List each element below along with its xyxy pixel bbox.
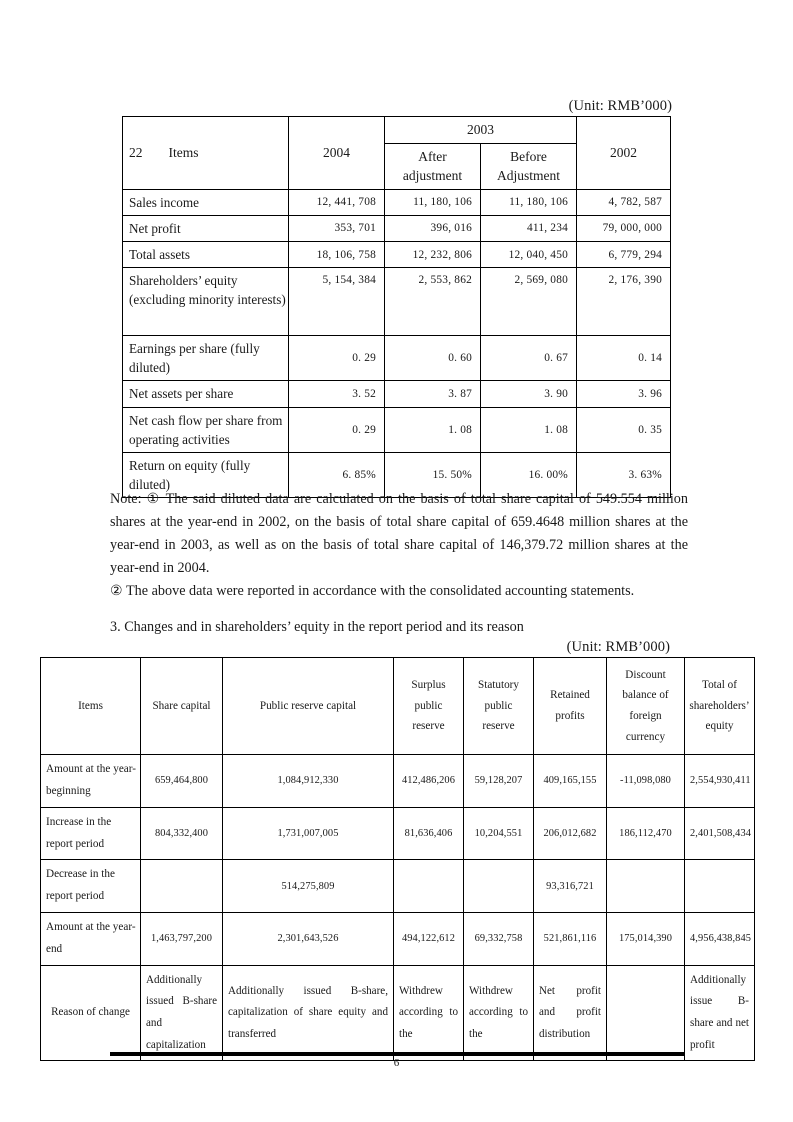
row-label: Shareholders’ equity (excluding minority interests) [123,268,289,336]
cell-2003-before: 3. 90 [481,381,577,407]
cell-surplus-public-reserve: 412,486,206 [394,755,464,808]
cell-public-reserve-capital: 514,275,809 [223,860,394,913]
cell-2002: 4, 782, 587 [577,189,671,215]
table-header-row-1 [123,117,671,144]
cell-2003-before: 1. 08 [481,407,577,452]
header-discount-balance-foreign-currency: Discount balance of foreign currency [607,658,685,755]
cell-2003-before: 2, 569, 080 [481,268,577,336]
cell-discount-balance: -11,098,080 [607,755,685,808]
cell-statutory-public-reserve [464,860,534,913]
cell-2003-after: 3. 87 [385,381,481,407]
cell-2004: 12, 441, 708 [289,189,385,215]
header-cell-2002: 2002 [577,117,671,190]
cell-total: 2,401,508,434 [685,807,755,860]
cell-statutory-public-reserve: 59,128,207 [464,755,534,808]
table-row [123,241,671,267]
header-retained-profits: Retained profits [534,658,607,755]
header-total-shareholders-equity: Total of shareholders’ equity [685,658,755,755]
table-row [123,381,671,407]
cell-2003-before: 11, 180, 106 [481,189,577,215]
header-cell-2003-after [385,143,481,189]
reason-public-reserve-capital: Additionally issued B-share, capitalization of share equity and transferred [223,965,394,1061]
cell-2003-before: 0. 67 [481,336,577,381]
cell-2004: 0. 29 [289,407,385,452]
cell-surplus-public-reserve: 494,122,612 [394,913,464,966]
cell-public-reserve-capital: 1,731,007,005 [223,807,394,860]
row-label: Increase in the report period [41,807,141,860]
footer-divider [110,1052,684,1056]
row-label-text: Amount at the year-beginning [46,763,136,797]
cell-surplus-public-reserve [394,860,464,913]
cell-discount-balance: 175,014,390 [607,913,685,966]
cell-statutory-public-reserve: 69,332,758 [464,913,534,966]
row-label: Decrease in the report period [41,860,141,913]
cell-total: 4,956,438,845 [685,913,755,966]
cell-share-capital: 1,463,797,200 [141,913,223,966]
cell-2003-after: 396, 016 [385,215,481,241]
cell-2002: 0. 35 [577,407,671,452]
unit-caption-equity-changes: (Unit: RMB’000) [566,639,670,655]
table-row [123,268,671,336]
cell-discount-balance: 186,112,470 [607,807,685,860]
section-3-heading: 3. Changes and in shareholders’ equity in the report period and its reason [110,619,524,635]
cell-2003-before: 16. 00% [481,452,577,497]
reason-surplus-public-reserve: Withdrew according to the [394,965,464,1061]
items-number: 22 [129,144,143,160]
row-label: Earnings per share (fully diluted) [123,336,289,381]
financial-highlights-table [122,116,671,498]
cell-total [685,860,755,913]
reason-share-capital: Additionally issued B-share and capitalization [141,965,223,1061]
cell-public-reserve-capital: 2,301,643,526 [223,913,394,966]
cell-2002: 3. 63% [577,452,671,497]
cell-discount-balance [607,860,685,913]
header-public-reserve-capital: Public reserve capital [223,658,394,755]
header-cell-items [123,117,289,190]
header-surplus-public-reserve: Surplus public reserve [394,658,464,755]
reason-discount-balance [607,965,685,1061]
cell-surplus-public-reserve: 81,636,406 [394,807,464,860]
row-label: Net cash flow per share from operating activities [123,407,289,452]
header-cell-2003-before [481,143,577,189]
cell-share-capital [141,860,223,913]
cell-public-reserve-capital: 1,084,912,330 [223,755,394,808]
cell-retained-profits: 521,861,116 [534,913,607,966]
notes-block [110,488,688,603]
cell-2002: 0. 14 [577,336,671,381]
header-share-capital: Share capital [141,658,223,755]
header-after-line1: After [418,148,447,164]
row-label: Return on equity (fully diluted) [123,452,289,497]
reason-retained-profits: Net profit and profit distribution [534,965,607,1061]
header-cell-2003-group: 2003 [385,117,577,144]
header-items: Items [41,658,141,755]
cell-2003-after: 11, 180, 106 [385,189,481,215]
header-statutory-public-reserve: Statutory public reserve [464,658,534,755]
reason-statutory-public-reserve: Withdrew according to the [464,965,534,1061]
cell-total: 2,554,930,411 [685,755,755,808]
cell-2003-after: 15. 50% [385,452,481,497]
cell-2004: 18, 106, 758 [289,241,385,267]
note-1: Note: ① The said diluted data are calculated on the basis of total share capital of 549.554 million shares at the year-end in 2002, on the basis of total share capital of 659.4648 million shares at the year-end in 2003, as well as on the basis of total share capital of 146,379.72 million shares at the year-end in 2004. [110,491,688,576]
cell-2004: 353, 701 [289,215,385,241]
row-label: Total assets [123,241,289,267]
table-row-reason [41,965,755,1061]
equity-changes-table [40,657,755,1061]
table-row [123,336,671,381]
header-after-line2: adjustment [402,168,463,184]
cell-2003-after: 0. 60 [385,336,481,381]
cell-retained-profits: 409,165,155 [534,755,607,808]
cell-2004: 3. 52 [289,381,385,407]
table-row [41,860,755,913]
table-row [41,807,755,860]
cell-2002: 3. 96 [577,381,671,407]
cell-retained-profits: 93,316,721 [534,860,607,913]
header-cell-2004: 2004 [289,117,385,190]
header-before-line1: Before [510,148,547,164]
row-label: Net profit [123,215,289,241]
table-row [41,913,755,966]
cell-2004: 6. 85% [289,452,385,497]
table-row [123,407,671,452]
cell-share-capital: 804,332,400 [141,807,223,860]
cell-2002: 79, 000, 000 [577,215,671,241]
cell-statutory-public-reserve: 10,204,551 [464,807,534,860]
table-row [123,215,671,241]
page-number: 6 [393,1057,400,1069]
unit-caption-financial-highlights: (Unit: RMB’000) [568,98,672,114]
reason-total: Additionally issue B-share and net profit [685,965,755,1061]
header-before-line2: Adjustment [497,168,560,184]
cell-2004: 0. 29 [289,336,385,381]
cell-2003-before: 411, 234 [481,215,577,241]
cell-2002: 6, 779, 294 [577,241,671,267]
table-row [123,189,671,215]
table-row [41,755,755,808]
cell-share-capital: 659,464,800 [141,755,223,808]
items-label: Items [168,144,199,160]
cell-2003-after: 2, 553, 862 [385,268,481,336]
row-label: Net assets per share [123,381,289,407]
row-label [41,755,141,808]
cell-2004: 5, 154, 384 [289,268,385,336]
table-header-row [41,658,755,755]
cell-retained-profits: 206,012,682 [534,807,607,860]
note-2: ② The above data were reported in accordance with the consolidated accounting statements. [110,583,635,599]
cell-2003-after: 1. 08 [385,407,481,452]
cell-2003-after: 12, 232, 806 [385,241,481,267]
cell-2003-before: 12, 040, 450 [481,241,577,267]
row-label: Reason of change [41,965,141,1061]
cell-2002: 2, 176, 390 [577,268,671,336]
row-label: Amount at the year-end [41,913,141,966]
row-label: Sales income [123,189,289,215]
